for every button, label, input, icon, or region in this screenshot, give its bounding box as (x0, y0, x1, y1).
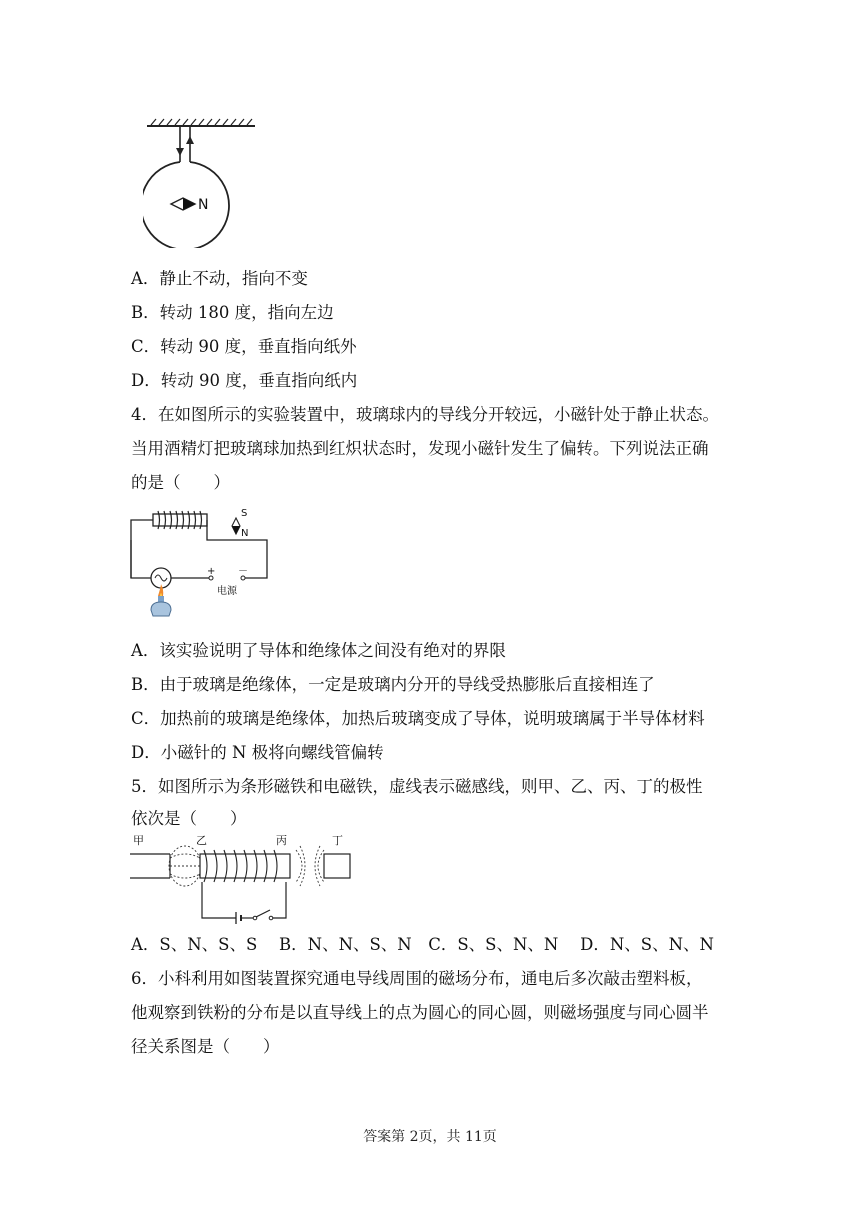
q4-figure (125, 504, 275, 626)
q6-stem-line-1: 6．小科利用如图装置探究通电导线周围的磁场分布，通电后多次敲击塑料板， (131, 969, 703, 988)
q3-option-d: D．转动 90 度，垂直指向纸内 (131, 371, 358, 390)
q3-option-c: C．转动 90 度，垂直指向纸外 (131, 337, 357, 356)
q6-stem-line-2: 他观察到铁粉的分布是以直导线上的点为圆心的同心圆，则磁场强度与同心圆半 (131, 1003, 709, 1022)
q5-stem-line-1: 5．如图所示为条形磁铁和电磁铁，虚线表示磁感线，则甲、乙、丙、丁的极性 (131, 777, 703, 796)
q4-stem-line-2: 当用酒精灯把玻璃球加热到红炽状态时，发现小磁针发生了偏转。下列说法正确 (131, 439, 709, 458)
q4-plus-label: + (207, 566, 216, 577)
q4-minus-label: － (238, 566, 248, 577)
q4-s-label: S (241, 508, 248, 519)
q5-yi-label: 乙 (196, 834, 207, 847)
q4-option-c: C．加热前的玻璃是绝缘体，加热后玻璃变成了导体，说明玻璃属于半导体材料 (131, 709, 705, 728)
q4-option-d: D．小磁针的 N 极将向螺线管偏转 (131, 743, 384, 762)
q4-option-a: A．该实验说明了导体和绝缘体之间没有绝对的界限 (131, 641, 506, 660)
q4-stem-line-3: 的是（ ） (131, 473, 230, 492)
page-footer: 答案第 2页，共 11页 (363, 1129, 497, 1145)
q5-ding-label: 丁 (332, 834, 343, 847)
q3-option-a: A．静止不动，指向不变 (131, 269, 308, 288)
q4-stem-line-1: 4．在如图所示的实验装置中，玻璃球内的导线分开较远，小磁针处于静止状态。 (131, 405, 719, 424)
q4-option-b: B．由于玻璃是绝缘体，一定是玻璃内分开的导线受热膨胀后直接相连了 (131, 675, 655, 694)
q6-stem-line-3: 径关系图是（ ） (131, 1037, 280, 1056)
q3-figure (143, 118, 258, 248)
q4-n-label: N (241, 528, 249, 539)
q5-options: A．S、N、S、S B．N、N、S、N C．S、S、N、N D．N、S、N、N (131, 935, 714, 954)
q5-stem-line-2: 依次是（ ） (131, 809, 247, 828)
q5-jia-label: 甲 (133, 834, 144, 847)
q3-figure-n-label: N (198, 197, 209, 213)
q3-option-b: B．转动 180 度，指向左边 (131, 303, 334, 322)
q5-bing-label: 丙 (276, 834, 287, 847)
q4-power-label: 电源 (217, 586, 237, 597)
q5-figure (128, 832, 353, 928)
